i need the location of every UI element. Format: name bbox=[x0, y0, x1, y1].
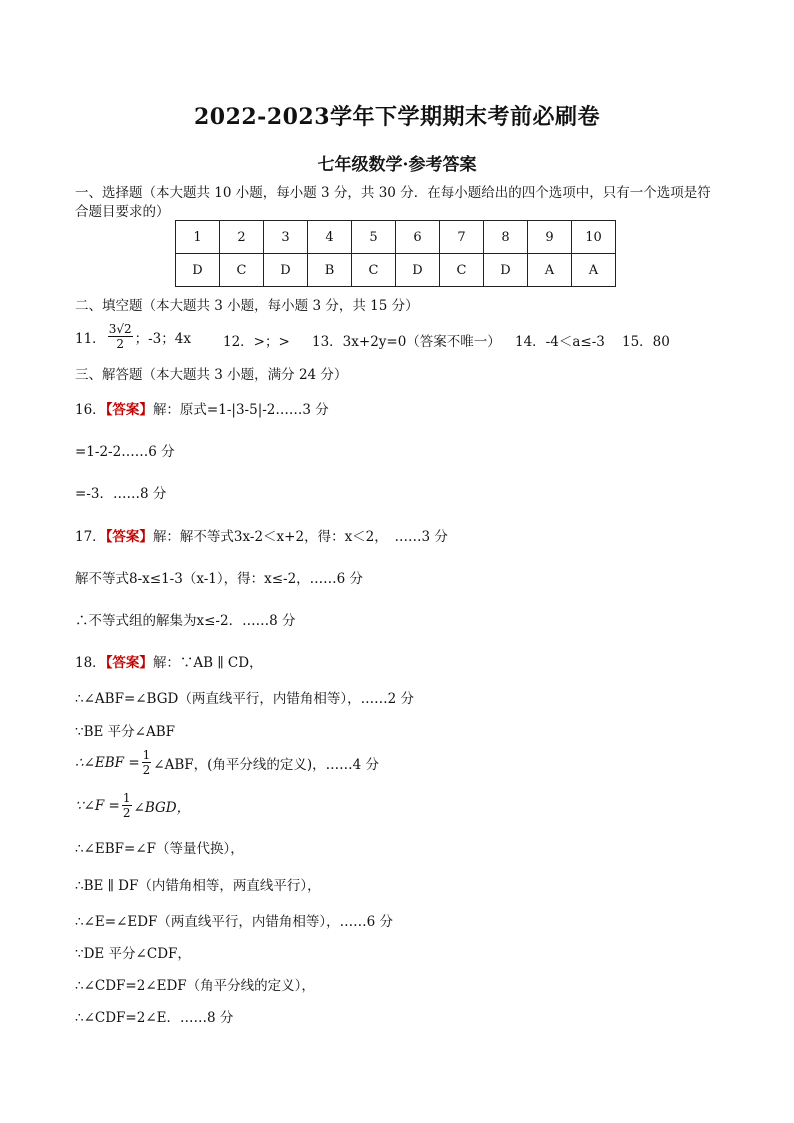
q11-fraction-numerator: 3√2 bbox=[108, 322, 132, 336]
q18-step4-b: ∠ABF，(角平分线的定义)，……4 分 bbox=[153, 756, 380, 773]
q17-number: 17． bbox=[75, 529, 106, 545]
q18-step6: ∴∠EBF=∠F（等量代换）， bbox=[75, 841, 244, 857]
q17-line1 bbox=[75, 525, 448, 545]
fraction-numerator: 1 bbox=[122, 791, 131, 805]
q16-step2: =1-2-2……6 分 bbox=[75, 444, 175, 460]
table-cell: 9 bbox=[528, 221, 572, 254]
q18-step5 bbox=[75, 792, 190, 819]
fraction-denominator: 2 bbox=[142, 763, 151, 777]
q16-line1 bbox=[75, 398, 329, 418]
q18-number: 18． bbox=[75, 655, 106, 671]
answer-table bbox=[175, 220, 616, 287]
q14-answer: 14．-4＜a≤-3 bbox=[515, 334, 605, 350]
q18-step5-a: ∵∠F = bbox=[75, 797, 120, 814]
q11-fraction-denominator: 2 bbox=[116, 337, 124, 351]
q12-answer: 12．>；> bbox=[223, 334, 290, 350]
fraction-denominator: 2 bbox=[122, 806, 131, 820]
q17-step2: 解不等式8-x≤1-3（x-1），得：x≤-2，……6 分 bbox=[75, 571, 364, 587]
answer-tag: 【答案】 bbox=[105, 529, 153, 545]
q13-answer: 13．3x+2y=0（答案不唯一） bbox=[312, 334, 501, 350]
q18-step7: ∴BE ∥ DF（内错角相等，两直线平行）， bbox=[75, 878, 321, 894]
q16-step3: =-3．……8 分 bbox=[75, 486, 167, 502]
q18-step1: 解：∵AB ∥ CD， bbox=[152, 655, 263, 671]
q17-step1: 解：解不等式3x-2＜x+2，得：x＜2， ……3 分 bbox=[152, 529, 448, 545]
q16-step1: 解：原式=1-|3-5|-2……3 分 bbox=[152, 402, 329, 418]
answer-table-number-row bbox=[176, 221, 616, 254]
table-cell: 3 bbox=[264, 221, 308, 254]
section2-heading: 二、填空题（本大题共 3 小题，每小题 3 分，共 15 分） bbox=[75, 298, 419, 314]
table-cell: 1 bbox=[176, 221, 220, 254]
q11-rest: ；-3；4x bbox=[134, 330, 191, 347]
answer-table-answer-row bbox=[176, 254, 616, 287]
section1-heading bbox=[75, 181, 711, 201]
section1-heading-line1: 一、选择题（本大题共 10 小题，每小题 3 分，共 30 分．在每小题给出的四个选项中，只有一个选项是符 bbox=[75, 185, 711, 201]
q18-step4-a: ∴∠EBF = bbox=[75, 754, 140, 771]
table-cell: D bbox=[396, 254, 440, 287]
table-cell: 7 bbox=[440, 221, 484, 254]
q18-step2: ∴∠ABF=∠BGD（两直线平行，内错角相等），……2 分 bbox=[75, 691, 414, 707]
table-cell: C bbox=[220, 254, 264, 287]
q18-line1 bbox=[75, 651, 263, 671]
table-cell: C bbox=[352, 254, 396, 287]
table-cell: 2 bbox=[220, 221, 264, 254]
q16-number: 16． bbox=[75, 402, 106, 418]
answer-tag: 【答案】 bbox=[105, 655, 153, 671]
table-cell: D bbox=[176, 254, 220, 287]
table-cell: 6 bbox=[396, 221, 440, 254]
q18-step9: ∵DE 平分∠CDF， bbox=[75, 946, 191, 962]
half-fraction bbox=[122, 792, 132, 819]
table-cell: A bbox=[572, 254, 616, 287]
table-cell: B bbox=[308, 254, 352, 287]
q18-step4 bbox=[75, 749, 379, 776]
q15-answer: 15．80 bbox=[622, 334, 670, 350]
section3-heading: 三、解答题（本大题共 3 小题，满分 24 分） bbox=[75, 367, 348, 383]
table-cell: D bbox=[484, 254, 528, 287]
q11-fraction bbox=[108, 323, 133, 350]
q18-step11: ∴∠CDF=2∠E．……8 分 bbox=[75, 1010, 234, 1026]
table-cell: 5 bbox=[352, 221, 396, 254]
table-cell: C bbox=[440, 254, 484, 287]
fraction-numerator: 1 bbox=[142, 748, 151, 762]
page-subtitle: 七年级数学·参考答案 bbox=[317, 155, 477, 175]
table-cell: 8 bbox=[484, 221, 528, 254]
q18-step5-b: ∠BGD， bbox=[133, 799, 191, 816]
q18-step8: ∴∠E=∠EDF（两直线平行，内错角相等），……6 分 bbox=[75, 914, 394, 930]
half-fraction bbox=[142, 749, 152, 776]
table-cell: A bbox=[528, 254, 572, 287]
table-cell: D bbox=[264, 254, 308, 287]
q11-number: 11． bbox=[75, 330, 106, 347]
q18-step3: ∵BE 平分∠ABF bbox=[75, 724, 176, 740]
table-cell: 10 bbox=[572, 221, 616, 254]
q18-step10: ∴∠CDF=2∠EDF（角平分线的定义）， bbox=[75, 978, 315, 994]
q17-step3: ∴不等式组的解集为x≤-2．……8 分 bbox=[75, 613, 296, 629]
fill-answers-row bbox=[75, 323, 191, 350]
table-cell: 4 bbox=[308, 221, 352, 254]
answer-tag: 【答案】 bbox=[105, 402, 153, 418]
page-title: 2022-2023学年下学期期末考前必刷卷 bbox=[193, 104, 601, 130]
section1-heading-line2: 合题目要求的） bbox=[75, 204, 170, 220]
